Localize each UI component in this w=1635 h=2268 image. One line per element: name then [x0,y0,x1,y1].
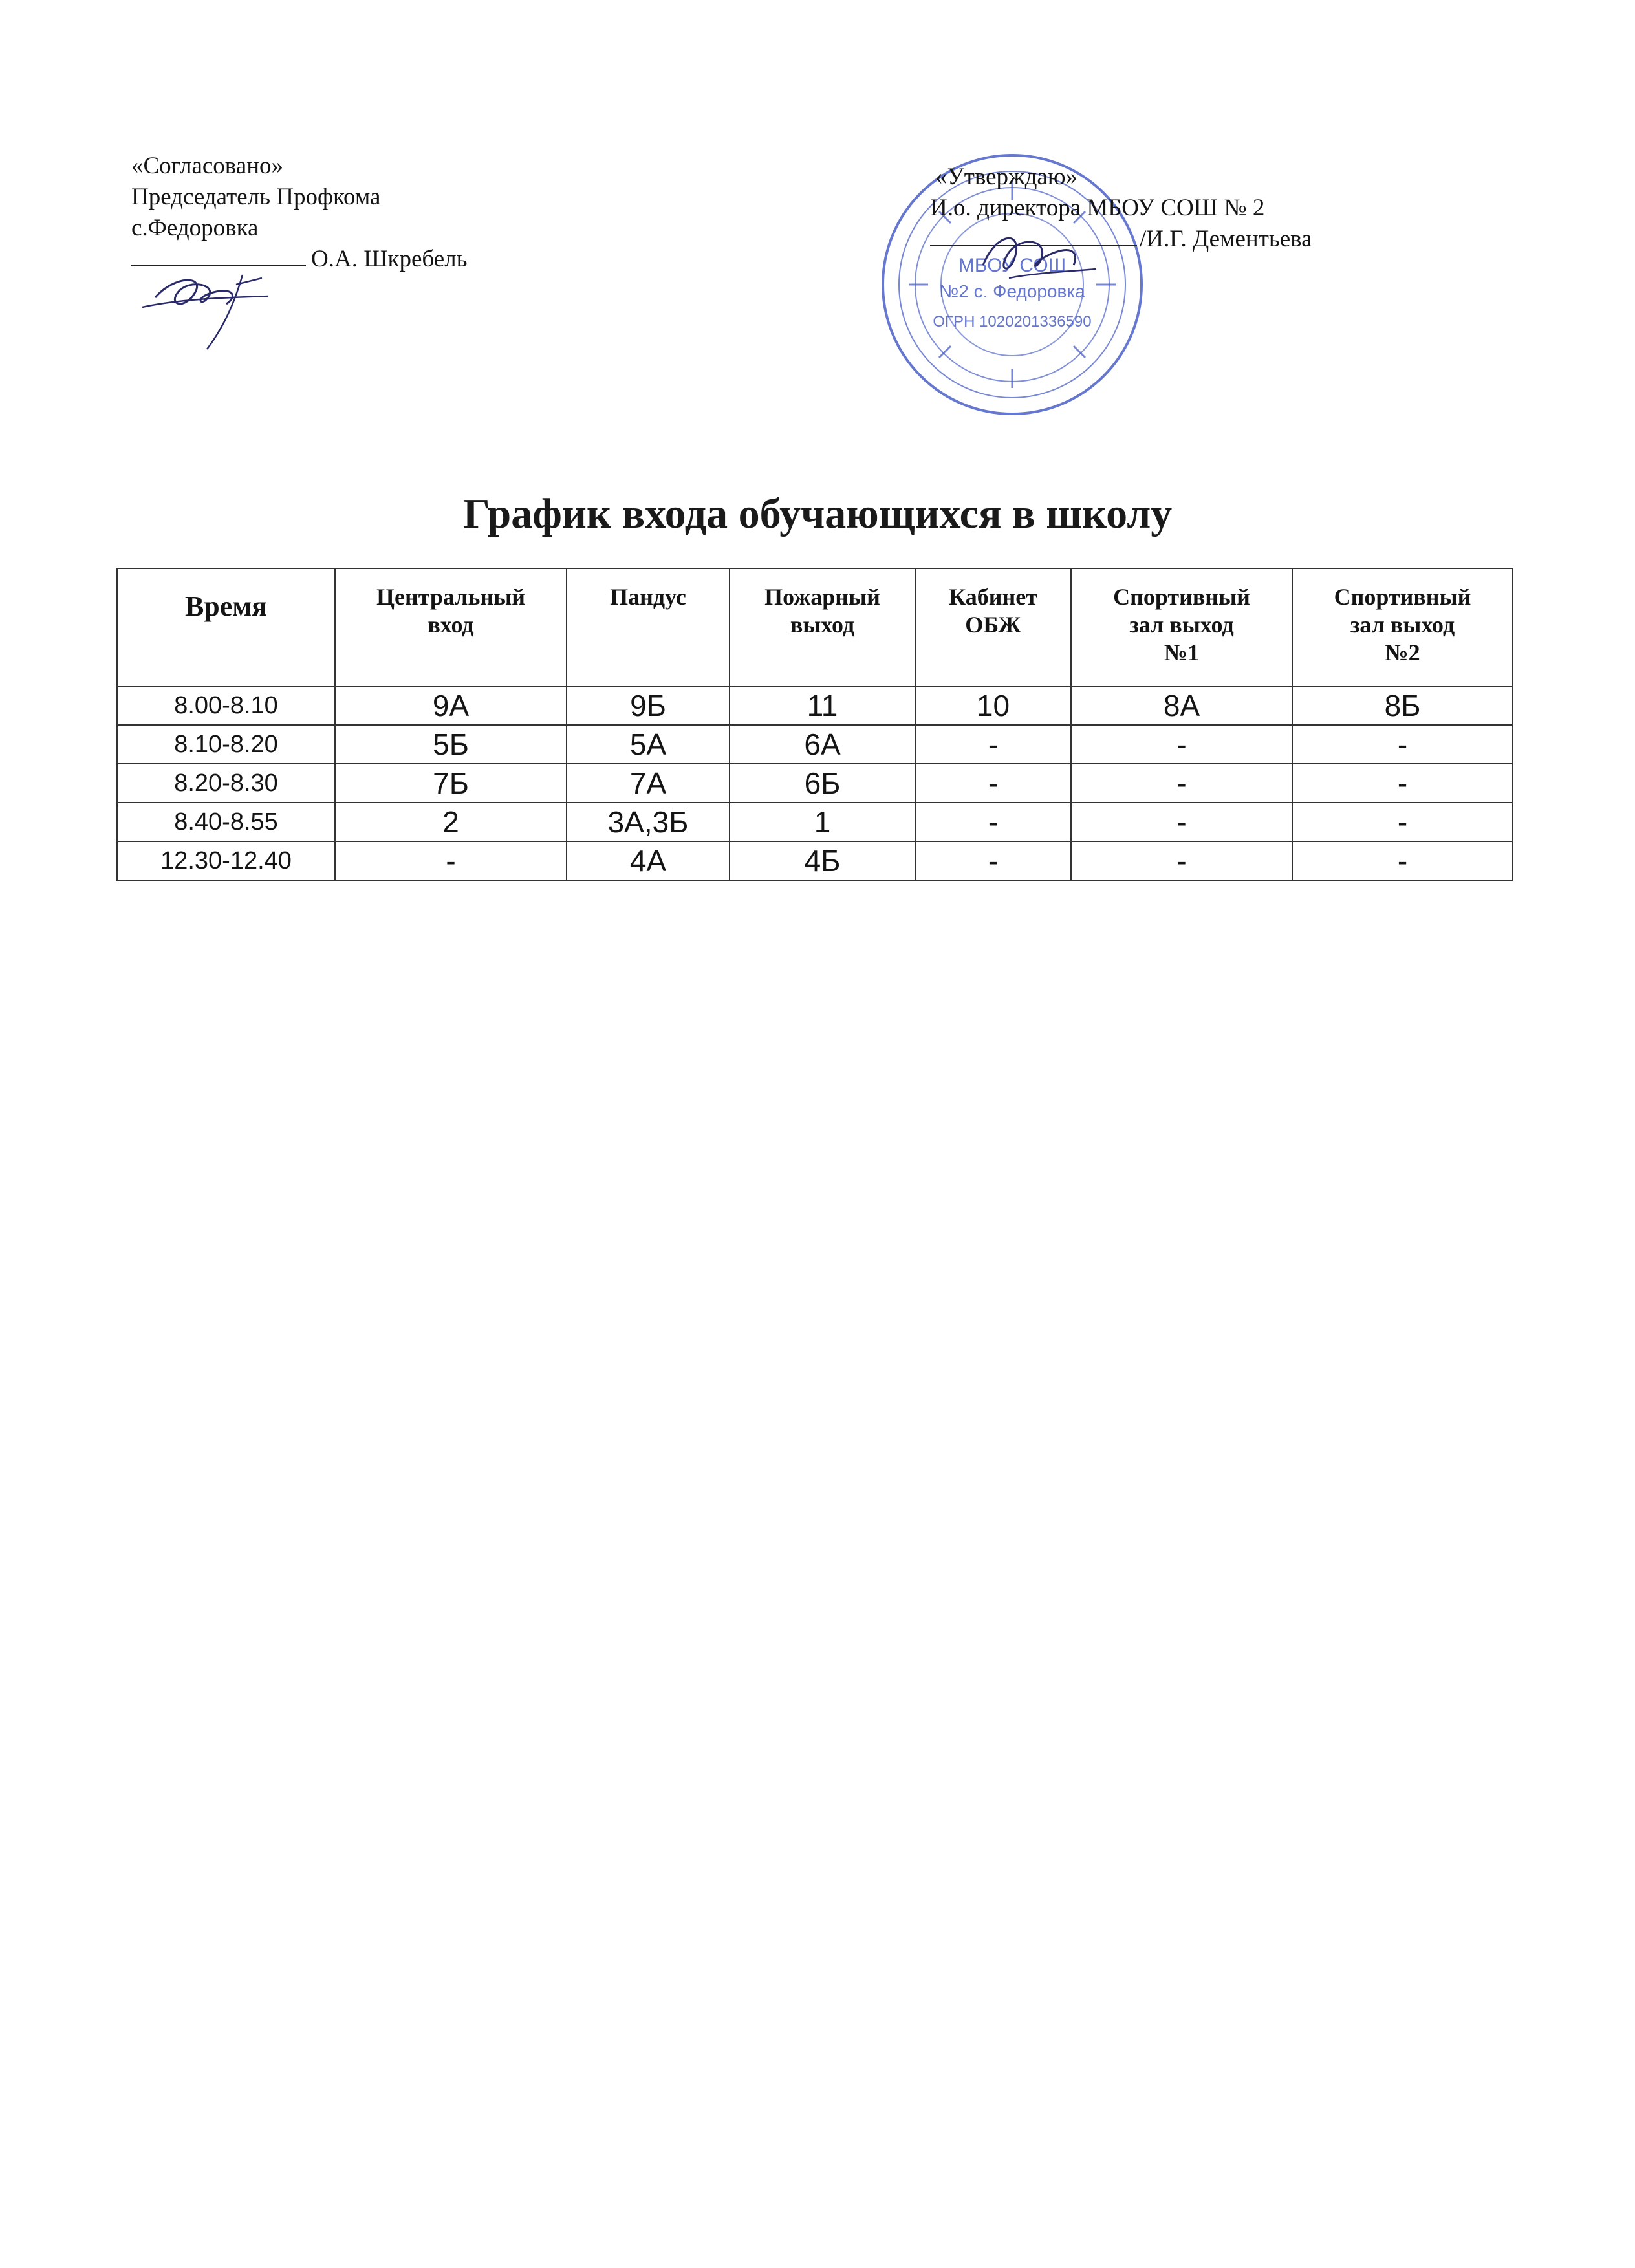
column-header-line: Спортивный [1334,584,1471,610]
table-row [117,764,1513,803]
stamp-ogrn: ОГРН 1020201336590 [933,313,1092,330]
table-header-row [117,568,1513,686]
column-header [117,568,335,686]
entry-schedule-table [116,568,1513,881]
class-cell: 4А [567,841,730,880]
class-cell: 9А [335,686,567,725]
class-cell: 7Б [335,764,567,803]
column-header [730,568,915,686]
approval-signer-name: О.А. Шкребель [311,246,468,272]
class-cell: 8Б [1292,686,1513,725]
column-header-line: Пожарный [764,584,880,610]
approve-signer-name: И.Г. Дементьева [1146,226,1312,252]
class-cell: - [915,764,1071,803]
column-header-line: Пандус [610,584,686,610]
page-title: График входа обучающихся в школу [462,490,1173,537]
approval-left-block [131,151,468,275]
class-cell: 7А [567,764,730,803]
handwritten-signature-right [970,220,1106,291]
column-header [335,568,567,686]
table-body [117,686,1513,880]
column-header [1292,568,1513,686]
column-header [1071,568,1292,686]
class-cell: - [335,841,567,880]
column-header-line: Кабинет [949,584,1037,610]
column-header [567,568,730,686]
class-cell: - [1292,803,1513,841]
class-cell: 5Б [335,725,567,764]
column-header-line: Центральный [376,584,525,610]
class-cell: 3А,3Б [567,803,730,841]
class-cell: - [1071,764,1292,803]
time-cell: 8.00-8.10 [117,686,335,725]
column-header [915,568,1071,686]
time-cell: 8.10-8.20 [117,725,335,764]
approval-location: с.Федоровка [131,215,259,241]
column-header-line: вход [428,612,474,638]
class-cell: - [915,803,1071,841]
approval-position: Председатель Профкома [131,184,381,210]
table-row [117,841,1513,880]
column-header-line: №2 [1385,640,1420,665]
class-cell: - [1071,841,1292,880]
column-header-line: ОБЖ [965,612,1021,638]
class-cell: 6Б [730,764,915,803]
class-cell: 9Б [567,686,730,725]
time-cell: 8.20-8.30 [117,764,335,803]
class-cell: - [1292,841,1513,880]
column-header-line: зал выход [1129,612,1234,638]
approval-heading: «Согласовано» [131,153,283,179]
time-cell: 12.30-12.40 [117,841,335,880]
column-header-line: Спортивный [1113,584,1250,610]
class-cell: 6А [730,725,915,764]
handwritten-signature-left [129,259,278,356]
column-header-line: №1 [1164,640,1200,665]
class-cell: - [1071,725,1292,764]
table-row [117,686,1513,725]
class-cell: 4Б [730,841,915,880]
class-cell: 11 [730,686,915,725]
class-cell: - [1292,764,1513,803]
stamp-center-line1: МБОУ СОШ [958,255,1067,276]
class-cell: - [1292,725,1513,764]
approve-heading: «Утверждаю» [935,164,1077,190]
class-cell: - [915,841,1071,880]
column-header-line: зал выход [1350,612,1455,638]
class-cell: - [1071,803,1292,841]
class-cell: 1 [730,803,915,841]
class-cell: - [915,725,1071,764]
column-header-line: выход [790,612,855,638]
class-cell: 8А [1071,686,1292,725]
time-cell: 8.40-8.55 [117,803,335,841]
class-cell: 5А [567,725,730,764]
class-cell: 10 [915,686,1071,725]
table-row [117,725,1513,764]
stamp-center-line2: №2 с. Федоровка [939,281,1085,301]
approve-slash: / [1140,226,1147,252]
table-row [117,803,1513,841]
column-header-line: Время [184,590,268,622]
class-cell: 2 [335,803,567,841]
approve-position: И.о. директора МБОУ СОШ № 2 [930,195,1265,221]
